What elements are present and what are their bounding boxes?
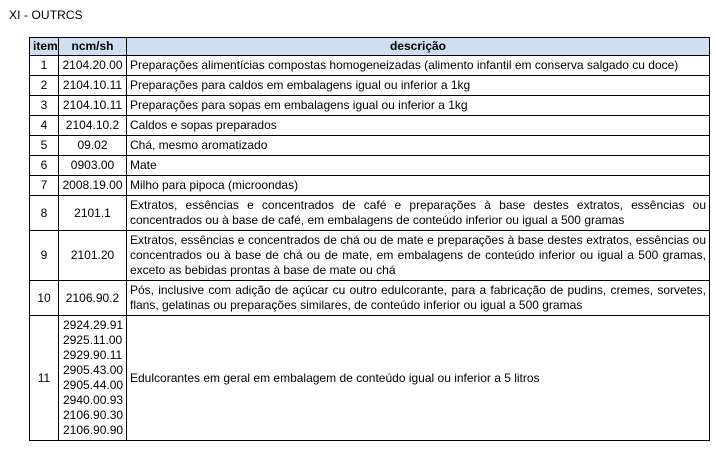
item-number: 4 — [30, 116, 59, 136]
ncm-code: 2925.11.00 — [63, 333, 123, 347]
description-cell: Chá, mesmo aromatizado — [127, 136, 710, 156]
ncm-code-cell — [59, 196, 127, 231]
ncm-code: 2905.44.00 — [63, 378, 124, 392]
item-number: 10 — [30, 281, 59, 316]
ncm-code: 2929.90.11 — [63, 348, 123, 362]
description-cell: Preparações para sopas em embalagens igual ou inferior a 1kg — [127, 96, 710, 116]
ncm-code: 2101.20 — [70, 248, 115, 262]
ncm-code-cell — [59, 231, 127, 281]
ncm-code: 2008.19.00 — [62, 178, 123, 192]
table-row — [30, 56, 710, 76]
ncm-code: 2106.90.90 — [63, 423, 124, 437]
ncm-code: 2101.1 — [74, 205, 111, 220]
ncm-code-cell — [59, 316, 127, 441]
ncm-code: 0903.00 — [70, 158, 115, 172]
ncm-code: 2106.90.30 — [63, 408, 124, 422]
ncm-code-cell — [59, 116, 127, 136]
ncm-code-cell — [59, 76, 127, 96]
item-number: 2 — [30, 76, 59, 96]
table-body — [30, 56, 710, 441]
item-number: 7 — [30, 176, 59, 196]
header-ncm: ncm/sh — [59, 38, 127, 56]
table-row — [30, 316, 710, 441]
table-row — [30, 116, 710, 136]
ncm-code: 09.02 — [77, 138, 108, 152]
table-row — [30, 136, 710, 156]
ncm-code-cell — [59, 176, 127, 196]
ncm-code-cell — [59, 136, 127, 156]
item-number: 11 — [30, 316, 59, 441]
ncm-code: 2104.10.2 — [65, 118, 120, 132]
ncm-code: 2104.20.00 — [62, 58, 123, 72]
description-cell: Preparações para caldos em embalagens igual ou inferior a 1kg — [127, 76, 710, 96]
ncm-code: 2905.43.00 — [63, 363, 124, 377]
item-number: 1 — [30, 56, 59, 76]
table-row — [30, 231, 710, 281]
table-header-row — [30, 38, 710, 56]
item-number: 8 — [30, 196, 59, 231]
section-title: XI - OUTRCS — [9, 8, 83, 22]
item-number: 3 — [30, 96, 59, 116]
ncm-code-cell — [59, 96, 127, 116]
table-row — [30, 76, 710, 96]
item-number: 5 — [30, 136, 59, 156]
ncm-code: 2106.90.2 — [65, 290, 120, 305]
description-cell: Preparações alimentícias compostas homogeneizadas (alimento infantil em conserva salgado cu doce) — [127, 56, 710, 76]
ncm-code-cell — [59, 281, 127, 316]
ncm-code: 2104.10.11 — [62, 78, 123, 92]
table-row — [30, 96, 710, 116]
header-item: item — [30, 38, 59, 56]
ncm-code: 2924.29.91 — [63, 318, 124, 332]
description-cell: Edulcorantes em geral em embalagem de conteúdo igual ou inferior a 5 litros — [127, 316, 710, 441]
ncm-code: 2940.00.93 — [63, 393, 124, 407]
item-number: 6 — [30, 156, 59, 176]
ncm-code: 2104.10.11 — [62, 98, 123, 112]
product-table — [29, 37, 710, 441]
table-row — [30, 196, 710, 231]
description-cell: Extratos, essências e concentrados de chá ou de mate e preparações à base destes extratos, essências ou concentrados ou à base de chá ou de mate, em embalagens de conteúdo inferior ou igual a 500 gramas, exceto as bebidas prontas à base de mate ou chá — [127, 231, 710, 281]
description-cell: Mate — [127, 156, 710, 176]
table-row — [30, 156, 710, 176]
table-row — [30, 176, 710, 196]
description-cell: Pós, inclusive com adição de açúcar cu outro edulcorante, para a fabricação de pudins, cremes, sorvetes, flans, gelatinas ou preparações similares, de conteúdo inferior ou igual a 500 gramas — [127, 281, 710, 316]
table-row — [30, 281, 710, 316]
ncm-code-cell — [59, 156, 127, 176]
description-cell: Caldos e sopas preparados — [127, 116, 710, 136]
description-cell: Extratos, essências e concentrados de café e preparações à base destes extratos, essências ou concentrados ou à base de café, em embalagens de conteúdo inferior ou igual a 500 gramas — [127, 196, 710, 231]
description-cell: Milho para pipoca (microondas) — [127, 176, 710, 196]
ncm-code-cell — [59, 56, 127, 76]
item-number: 9 — [30, 231, 59, 281]
header-descricao: descrição — [127, 38, 710, 56]
